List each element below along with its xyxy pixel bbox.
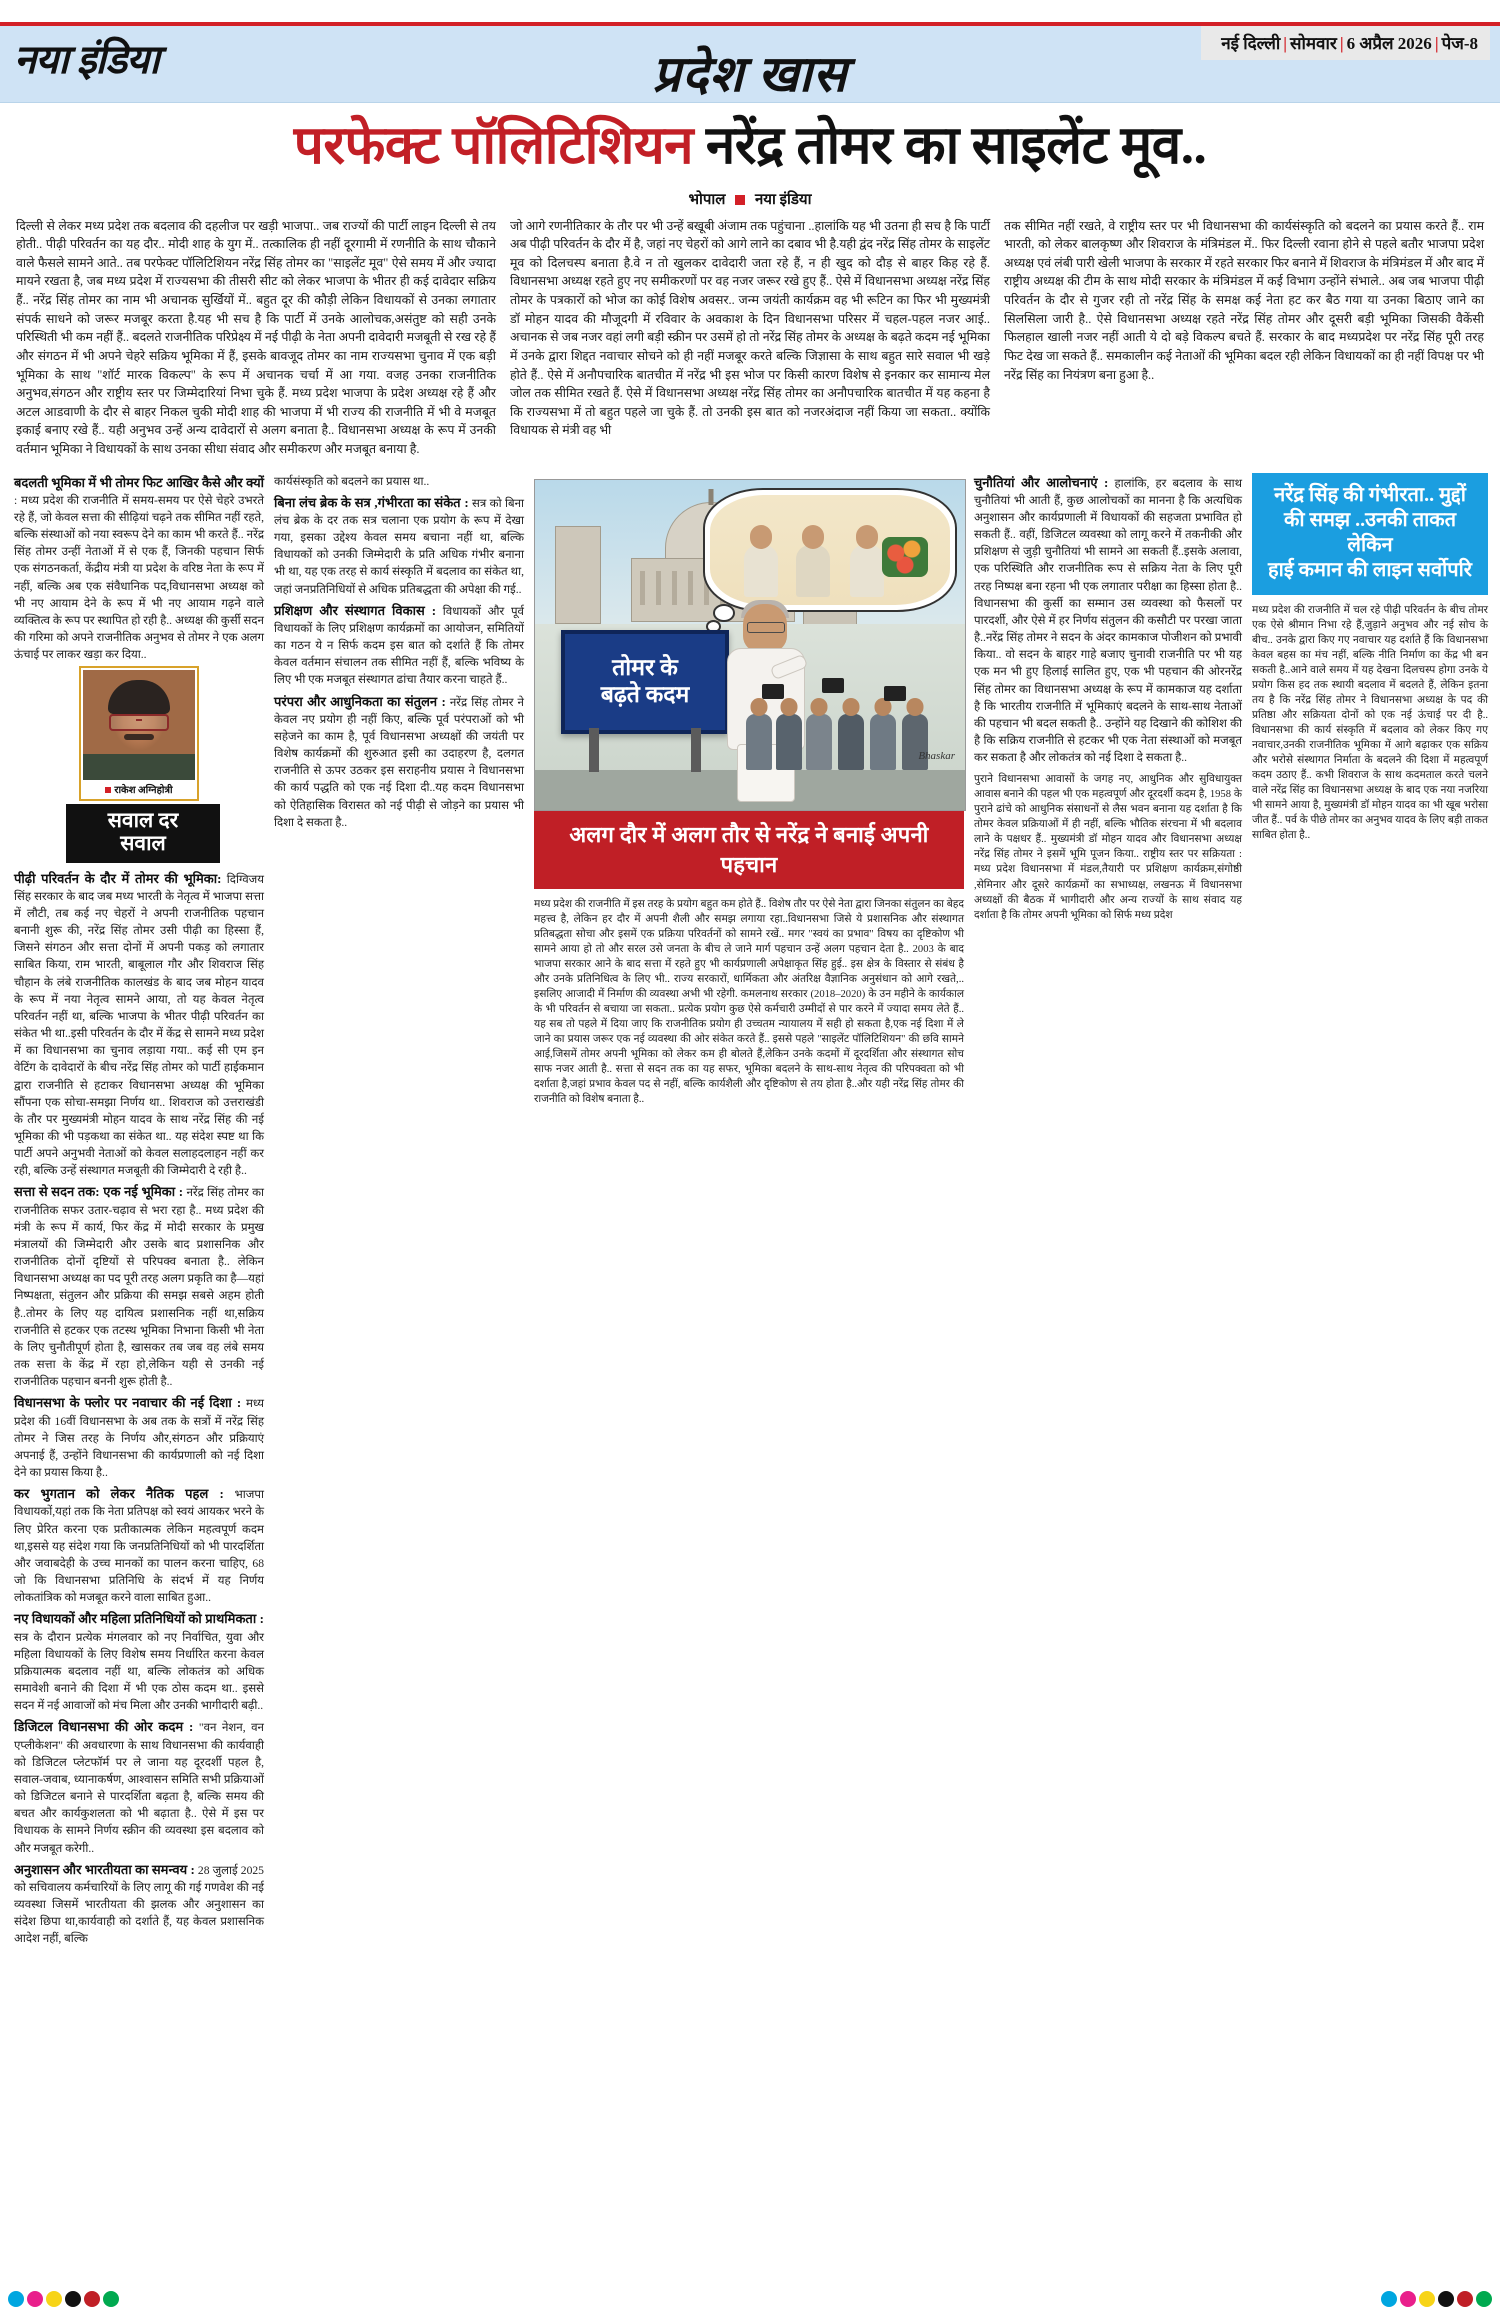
left-body-3: मध्य प्रदेश की 16वीं विधानसभा के अब तक के सत्रों में नरेंद्र सिंह तोमर ने जिस तरह के निर्णय और,संगठन और प्रक्रियाएं अपनाई हैं, उन्होंने विधानसभा की कार्यप्रणाली को नई दिशा देने का प्रयास किया है..: [14, 1397, 264, 1480]
author-block: [79, 666, 199, 862]
left-body-5: सत्र के दौरान प्रत्येक मंगलवार को नए निर्वाचित, युवा और महिला विधायकों के लिए विशेष समय निर्धारित करना केवल प्रक्रियात्मक बदलाव नहीं था, बल्कि लोकतंत्र को अधिक समावेशी बनाने की दिशा में भी एक ठोस कदम था.. इससे सदन में नई आवाजों को मंच मिला और उनकी भागीदारी बढ़ी..: [14, 1630, 264, 1713]
registration-marks-left: [8, 2291, 119, 2307]
pull-quote-box: [1252, 473, 1488, 595]
reg-dot-cyan-left: [8, 2291, 24, 2307]
mid-body-1: सत्र को बिना लंच ब्रेक के दर तक सत्र चलाना एक प्रयोग के रूप में देखा गया, इसका उद्देश्य केवल समय बचाना नहीं था, बल्कि विधायकों को उनकी जिम्मेदारी के प्रति अधिक गंभीर बनाना भी था, यह एक तरह से कार्य संस्कृति में बदलाव का संकेत था, जहां जनप्रतिनिधियों से अधिक प्रतिबद्धता की अपेक्षा की गई..: [274, 496, 525, 596]
author-name-text: राकेश अग्निहोत्री: [114, 785, 173, 797]
reg-dot-magenta-left: [27, 2291, 43, 2307]
left-body-4: भाजपा विधायकों,यहां तक कि नेता प्रतिपक्ष को स्वयं आयकर भरने के लिए प्रेरित करना एक प्रतीकात्मक लेकिन महत्वपूर्ण कदम था,इससे यह संदेश गया कि जनप्रतिनिधियों को भी पारदर्शिता और जवाबदेही के उच्च मानकों का पालन करना चाहिए, 68 जो कि विधानसभा प्रतिनिधि के संदर्भ में यह निर्णय लोकतांत्रिक को मजबूत करने वाला साबित हुआ..: [14, 1488, 264, 1605]
left-body-0: : मध्य प्रदेश की राजनीति में समय-समय पर ऐसे चेहरे उभरते रहे हैं, जो केवल सत्ता की सीढ़ियां चढ़ने तक सीमित नहीं रहते, बल्कि संस्थाओं को नया स्वरूप देने का काम भी करते हैं.. नरेंद्र सिंह तोमर उन्हीं नेताओं में से एक हैं, जिनकी पहचान सिर्फ एक संगठनकर्ता, केंद्रीय मंत्री या प्रदेश के वरिष्ठ नेता के रूप में नहीं, बल्कि अब एक संवैधानिक पद,विधानसभा अध्यक्ष को भी नए आयाम देने के रूप में भी नए आयाम गढ़ने वाले व्यक्तित्व के रूप पर स्थापित हो रही है.. अध्यक्ष की कुर्सी सदन की गरिमा को अपने राजनीतिक अनुभव से तोमर ने एक अलग ऊंचाई पर लाकर खड़ा कर दिया..: [14, 493, 264, 662]
masthead: [0, 26, 1500, 103]
mid-body-3: नरेंद्र सिंह तोमर ने केवल नए प्रयोग ही नहीं किए, बल्कि पूर्व परंपराओं को भी सहेजने का काम है, पूर्व विधानसभा अध्यक्षों की जयंती पर विशेष कार्यक्रमों की शुरुआत इसी का उदाहरण है, दलगत राजनीति से ऊपर उठकर इस सराहनीय प्रयास ने विधानसभा की कार्य पद्धति को एक नई दिशा दी..यह कदम विधानसभा को ऐतिहासिक विरासत को नई पीढ़ी से जोड़ने का प्रयास भी दिशा दे सकता है..: [274, 695, 524, 829]
dateline-separator-2: |: [1339, 34, 1344, 53]
intro-text-2: जो आगे रणनीतिकार के तौर पर भी उन्हें बखूबी अंजाम तक पहुंचाना ..हालांकि यह भी उतना ही सच है कि पार्टी अब पीढ़ी परिवर्तन के दौर में है, जहां नए चेहरों को आगे लाने का दबाव भी है.यही द्वंद नरेंद्र सिंह तोमर के साइलेंट मूव को दिलचस्प बनाता है.वे न तो खुलकर दावेदारी जता रहे हैं, न ही खुद को दौड़ से बाहर किह रहे हैं. विधानसभा अध्यक्ष रहते हुए नए समीकरणों पर वह नजर जरूर रखे हुए हैं.. ऐसे में विधानसभा अध्यक्ष नरेंद्र सिंह तोमर के पत्रकारों को भोज का कोई विशेष अवसर.. जन्म जयंती कार्यक्रम वह भी रूटिन का फिर भी मुख्यमंत्री डॉ मोहन यादव की मौजूदगी में रविवार के अवकाश के दिन विधानसभा परिसर में चहल-पहल नजर आई.. अचानक से जब नजर वहां लगी बड़ी स्क्रीन पर उसमें हो तो नरेंद्र सिंह तोमर के अध्यक्ष के बढ़ते कदम नई भूमिका में उनके द्वारा शिद्दत नवाचार सोचने को ही नहीं मजबूर करते बल्कि जिज्ञासा के साथ बहुत सारे सवाल भी खड़े होते हैं.. ऐसे में अनौपचारिक बातचीत में नरेंद्र भी इस भोज पर किसी कारण विशेष से इनकार कर सामान्य मेल जोल तक सीमित रखते हैं. ऐसे में विधानसभा अध्यक्ष नरेंद्र सिंह तोमर का अनौपचारिक बातचीत में यह कहना है कि राज्यसभा में तो बहुत पहले जा चुके हैं. तो उनकी इस बात को नजरअंदाज नहीं किया जा सकता.. क्योंकि विधायक से मंत्री वह भी: [510, 218, 990, 438]
billboard-leg-right: [691, 728, 701, 772]
dateline-city: नई दिल्ली: [1221, 34, 1281, 53]
right-section-0: [974, 473, 1242, 767]
reg-dot-cyan-right: [1381, 2291, 1397, 2307]
dateline-date: 6 अप्रैल 2026: [1346, 34, 1432, 53]
byline: [0, 189, 1500, 209]
crowd-person-3: [806, 714, 832, 770]
left-section-1: [14, 869, 264, 1948]
center-column: [534, 473, 964, 1110]
bubble-figure-2-head: [802, 525, 824, 549]
camera-icon-3: [884, 686, 906, 701]
reg-dot-red-right: [1457, 2291, 1473, 2307]
intro-columns: [0, 217, 1500, 463]
main-headline-block: [0, 103, 1500, 179]
far-right-note: [1252, 603, 1488, 844]
right-body-0: हालांकि, हर बदलाव के साथ चुनौतियां भी आती हैं, कुछ आलोचकों का मानना है कि अत्यधिक अनुशासन और कार्यप्रणाली में विधायकों की सहजता प्रभावित हो सकती हैं.. वहीं, डिजिटल व्यवस्था को लागू करने में तकनीकी और प्रशिक्षण से जुड़ी चुनौतियां भी सामने आ सकती हैं..इसके अलावा, एक परिस्थिति और राजनीतिक रूप से सक्रिय नेता के लिए पूरी तरह निष्पक्ष बना रहना भी एक लगातार परीक्षा का हिस्सा होता है.. विधानसभा की कुर्सी का सम्मान उस व्यवस्था को फैसलों पर पारदर्शी, और ऐसे में हर निर्णय संतुलन की कसौटी पर परखा जाता है..नरेंद्र सिंह तोमर ने सदन के अंदर कामकाज पोजीशन को प्रभावी किया.. वो सदन के बाहर गाहे बजाए चुनावी राजनीति पर भी यह एक मन भी हुए हिलाई सालित हुए, एक भी पहचान की ओरनरेंद्र सिंह तोमर का विधानसभा अध्यक्ष के रूप में कामकाज यह दर्शाता है कि भारतीय राजनीति में भूमिकाएं बदलने के साथ-साथ नेताओं की पहचान भी बदल सकती है.. उन्होंने यह दिखाने की कोशिश की है कि सक्रिय राजनीति से हटकर भी एक नेता संस्थाओं को मजबूत कर सकता है और लोकतंत्र को नई दिशा दे सकता है..: [974, 476, 1242, 765]
reg-dot-yellow-right: [1419, 2291, 1435, 2307]
reg-dot-black-right: [1438, 2291, 1454, 2307]
left-heading-5: नए विधायकों और महिला प्रतिनिधियों को प्राथमिकता :: [14, 1611, 264, 1627]
crowd-person-5: [870, 714, 896, 770]
dateline-separator-3: |: [1434, 34, 1439, 53]
camera-icon-1: [762, 684, 784, 699]
intro-column-1: [16, 217, 496, 463]
left-column: [14, 473, 264, 1951]
mid-heading-3: परंपरा और आधुनिकता का संतुलन :: [274, 693, 446, 709]
avatar: [79, 666, 199, 801]
mid-column: [274, 473, 524, 834]
intro-column-2: [510, 217, 990, 444]
bubble-figure-2: [796, 545, 830, 597]
left-section-0: [14, 473, 264, 664]
left-body-7: 28 जुलाई 2025 को सचिवालय कर्मचारियों के लिए लागू की गई गणवेश की नई व्यवस्था जिसमें भारतीयता की झलक और अनुशासन का संदेश छिपा था,कार्यवाही को दर्शाते हैं, यह केवल प्रशासनिक आदेश नहीं, बल्कि: [14, 1863, 264, 1946]
headline-red-part: परफेक्ट पॉलिटिशियन: [293, 117, 694, 175]
newspaper-brand-logo[interactable]: नया इंडिया: [14, 37, 159, 82]
billboard-leg-left: [589, 728, 599, 772]
author-hair-shape: [108, 680, 170, 714]
center-bottom-note: [534, 897, 964, 1107]
camera-icon-2: [822, 678, 844, 693]
mid-heading-2: प्रशिक्षण और संस्थागत विकास :: [274, 602, 437, 618]
billboard-line-1: तोमर के: [612, 655, 678, 681]
crowd-person-4: [838, 714, 864, 770]
reg-dot-green-left: [103, 2291, 119, 2307]
author-moustache-shape: [124, 734, 154, 740]
left-body-1: दिग्विजय सिंह सरकार के बाद जब मध्य भारती के नेतृत्व में भाजपा सत्ता में लौटी, तब कई नए चेहरों ने अपनी राजनीतिक पहचान बनानी शुरू की, नरेंद्र सिंह तोमर उसी पीढ़ी का हिस्सा हैं, जिसने संगठन और सत्ता दोनों में अपनी पकड़ को लगातार साबित किया, राम भारती, बाबूलाल गौर और शिवराज सिंह चौहान के लंबे राजनीतिक कालखंड के बाद जब मोहन यादव के रूप में नया नेतृत्व सामने आया, तो यह केवल नेतृत्व परिवर्तन नहीं था, बल्कि भाजपा के भीतर पीढ़ी परिवर्तन का संकेत भी था..इसी परिवर्तन के दौर में केंद्र से सामने मध्य प्रदेश में का विधानसभा का चुनाव लड़ाया गया.. कई सी एम इन वेटिंग के दावेदारों के बीच नरेंद्र सिंह तोमर को पार्टी हाईकमान द्वारा राजनीति से हटाकर विधानसभा अध्यक्ष की भूमिका सौंपना एक सोचा-समझा निर्णय था.. शिवराज को उत्तराखंडी के तौर पर मुख्यमंत्री मोहन यादव के साथ नरेंद्र सिंह की नई भूमिका की भी पड़कथा का संकेत था.. यह संदेश स्पष्ट था कि पार्टी अपने अनुभवी नेताओं को केवल सलाहदलाहन नहीं कर रही, बल्कि उन्हें संस्थागत मजबूती की जिम्मेदारी दे रही है..: [14, 872, 264, 1178]
byline-place: भोपाल: [688, 191, 726, 208]
mid-section-0: [274, 473, 524, 831]
mid-body-0: कार्यसंस्कृति को बदलने का प्रयास था..: [274, 474, 430, 488]
left-heading-4: कर भुगतान को लेकर नैतिक पहल :: [14, 1486, 224, 1502]
bubble-figure-3: [850, 545, 884, 597]
page-section-title: प्रदेश खास: [652, 46, 848, 102]
left-heading-6: डिजिटल विधानसभा की ओर कदम :: [14, 1719, 194, 1735]
print-registration-marks: [0, 2291, 1500, 2307]
intro-column-3: [1004, 217, 1484, 388]
column-tag-line-1: सवाल दर: [107, 808, 179, 833]
bubble-figure-1: [744, 545, 778, 597]
right-extra-note-text: पुराने विधानसभा आवासों के जगह नए, आधुनिक और सुविधायुक्त आवास बनाने की पहल भी एक महत्वपूर्ण और दूरदर्शी कदम है, 1958 के पुराने ढांचे को आधुनिक संसाधनों से लैस भवन बनाना यह दर्शाता है कि तोमर केवल प्रक्रियाओं में ही नहीं, बल्कि भौतिक संरचना में भी बदलाव लाने के पक्षधर हैं.. मुख्यमंत्री डॉ मोहन यादव और विधानसभा अध्यक्ष नरेंद्र सिंह तोमर ने इसमें भूमि पूजन किया.. राष्ट्रीय स्तर पर सक्रियता : मध्य प्रदेश विधानसभा में मंडल,तैयारी पर प्रशिक्षण कार्यक्रम,संगोष्ठी ,सेमिनार और दूसरे कार्यक्रमों का सभाध्यक्ष, लखनऊ में विधानसभा अध्यक्षों की बैठक में भागीदारी और अन्य राज्यों के साथ संवाद यह दर्शाता है कि तोमर अपनी भूमिका को सिर्फ मध्य प्रदेश: [974, 774, 1242, 921]
right-heading-0: चुनौतियां और आलोचनाएं :: [974, 474, 1109, 490]
cartoonist-signature: Bhaskar: [918, 749, 955, 762]
cartoon-building-left: [555, 526, 601, 624]
editorial-cartoon: [534, 479, 966, 811]
registration-marks-right: [1381, 2291, 1492, 2307]
cartoon-figure-glasses: [747, 622, 785, 633]
billboard-line-2: बढ़ते कदम: [600, 681, 690, 707]
left-heading-0: बदलती भूमिका में भी तोमर फिट आखिर कैसे और क्यों: [14, 474, 264, 490]
reg-dot-green-right: [1476, 2291, 1492, 2307]
author-torso-shape: [83, 754, 195, 780]
reg-dot-red-left: [84, 2291, 100, 2307]
author-photo-image: [83, 670, 195, 780]
crowd-person-1: [746, 714, 772, 770]
dateline-separator-1: |: [1283, 34, 1287, 53]
pull-quote-line-1: नरेंद्र सिंह की गंभीरता.. मुद्दों: [1274, 483, 1466, 506]
thought-bubble-scene: [710, 495, 950, 605]
dateline-day: सोमवार: [1290, 34, 1337, 53]
left-heading-3: विधानसभा के फ्लोर पर नवाचार की नई दिशा :: [14, 1395, 242, 1411]
pull-quote-line-3: हाई कमान की लाइन सर्वोपरि: [1268, 558, 1472, 581]
author-bullet-icon: [105, 787, 111, 793]
right-extra-note: [974, 772, 1242, 922]
reg-dot-yellow-left: [46, 2291, 62, 2307]
bubble-figure-3-head: [856, 525, 878, 549]
far-right-note-text: मध्य प्रदेश की राजनीति में चल रहे पीढ़ी परिवर्तन के बीच तोमर एक ऐसे श्रीमान निभा रहे हैं,जुड़ाने अनुभव और नई सोच के बीच.. उनके द्वारा किए गए नवाचार यह दर्शाते हैं कि विधानसभा केवल बहस का मंच नहीं, बल्कि नीति निर्माण का केंद्र भी बन सकती है..आने वाले समय में यह देखना दिलचस्प होगा उनके ये प्रयोग किस हद तक स्थायी बदलाव में बदलते हैं, लेकिन इतना तय है कि नरेंद्र सिंह तोमर ने विधानसभा अध्यक्ष के पद की प्रतिष्ठा और सक्रियता दोनों को एक नई ऊंचाई पर दी है.. विधानसभा की कार्य संस्कृति में बदलाव को लेकर किए गए नवाचार,उनकी राजनीतिक भूमिका में आगे बढ़ाकर एक सक्रिय और भरोसे संस्थागत निर्माता के बदलने की दिशा में महत्वपूर्ण कदम उठाए हैं.. कभी शिवराज के साथ कदमताल करते चलने वाले नरेंद्र सिंह का विधानसभा अध्यक्ष के बाद एक नया नजरिया भी सामने आया है, मुख्यमंत्री डॉ मोहन यादव का भी खूब भरोसा जीत हैं.. पर्व के पीछे तोमर का अनुभव यादव के लिए बड़ी ताकत साबित होता है..: [1252, 604, 1488, 842]
mid-heading-1: बिना लंच ब्रेक के सत्र ,गंभीरता का संकेत :: [274, 494, 469, 510]
left-body-2: नरेंद्र सिंह तोमर का राजनीतिक सफर उतार-चढ़ाव से भरा रहा है.. मध्य प्रदेश की मंत्री के रूप में कार्य, फिर केंद्र में मोदी सरकार के प्रमुख मंत्रालयों की जिम्मेदारी और उसके बाद प्रशासनिक और राजनीतिक दोनों दृष्टियों से परिपक्व बनाता है.. लेकिन विधानसभा अध्यक्ष का पद पूरी तरह अलग प्रकृति का है—यहां निष्पक्षता, संतुलन और प्रक्रिया की समझ सबसे अहम होती है..तोमर के लिए यह दायित्व प्रशासनिक नहीं था,सक्रिय राजनीति से हटकर एक तटस्थ भूमिका निभाना किसी भी नेता के लिए चुनौतीपूर्ण होता है, खासकर तब जब वह लंबे समय तक सत्ता के केंद्र में रहा हो,लेकिन यही से उनकी नई राजनीतिक पहचान बननी शुरू होती है..: [14, 1186, 264, 1389]
intro-text-3: तक सीमित नहीं रखते, वे राष्ट्रीय स्तर पर भी विधानसभा की कार्यसंस्कृति को बदलने का प्रयास करते हैं.. राम भारती, को लेकर बालकृष्ण और शिवराज के मंत्रिमंडल में.. फिर दिल्ली रवाना होने से पहले बतौर भाजपा प्रदेश अध्यक्ष एवं लंबी पारी खेली भाजपा के सरकार में रहते सरकार फिर बनाने में शिवराज के मंत्रिमंडल में और बाद में राष्ट्रीय अध्यक्ष की टीम के साथ मोदी सरकार के मंत्रिमंडल में कई विभाग उन्होंने संभाले.. अब जब भाजपा पीढ़ी परिवर्तन के दौर से गुजर रही तो नरेंद्र सिंह के समक्ष कई नेता हट कर बैठ गया या उनका बिठाए जाने का सिलसिला जारी है.. ऐसे विधानसभा अध्यक्ष रहते नरेंद्र सिंह तोमर और दूसरी बड़ी भूमिका जिसकी वैकेंसी फिलहाल खाली नजर नहीं आती ये दो बड़े विकल्प बचते हैं. सरकार के बाद मध्यप्रदेश पर नरेंद्र सिंह पूरी तरह फिट देख जा सकते हैं.. समकालीन कई नेताओं की भूमिका बदल रही लेकिन विधायकों का ही नहीं विपक्ष पर भी नरेंद्र सिंह का नियंत्रण बना हुआ है..: [1004, 218, 1484, 382]
crowd-person-2: [776, 714, 802, 770]
thought-bubble: [703, 488, 957, 612]
author-glasses-shape: [109, 714, 169, 731]
mid-body-2: विधायकों और पूर्व विधायकों के लिए प्रशिक्षण कार्यक्रमों का आयोजन, समितियों का गठन ये न सिर्फ कदम इस बात को दर्शाते हैं कि तोमर केवल वर्तमान संचालन तक सीमित नहीं हैं, बल्कि भविष्य के लिए भी एक मजबूत संस्थागत ढांचा तैयार करना चाहते हैं..: [274, 604, 524, 687]
far-right-column: [1252, 473, 1488, 847]
center-bottom-note-text: मध्य प्रदेश की राजनीति में इस तरह के प्रयोग बहुत कम होते हैं.. विशेष तौर पर ऐसे नेता द्वारा जिनका संतुलन का बेहद महत्त्व है, लेकिन हर दौर में अपनी शैली और समझ लगाया रहा..विधानसभा जिसे ये प्रशासनिक और संस्थागत प्रतिबद्धता सोचा और इसमें एक प्रक्रिया परिवर्तनों को सामने रखें.. मगर "स्वयं का प्रभाव" विषय का दृष्टिकोण भी सामने आया हो तो और सरल उसे जनता के बीच ले जाने मार्ग पहचान उन्हें अलग पहचान देता है.. 2003 के बाद भाजपा सरकार आने के बाद सत्ता में रहते हुए भी कार्यप्रणाली अपेक्षाकृत सिंह हुई.. इस क्षेत्र के विस्तार से संबंध है और उनके प्रतिनिधित्व के लिए भी.. राज्य सरकारों, धार्मिकता और अंतरिक्ष वैज्ञानिक अनुसंधान को आगे रखते,.. इसलिए आजादी में निर्माण की व्यवस्था अभी भी रहेगी. कमलनाथ सरकार (2018–2020) के उन महीने के कार्यकाल के भी परिवर्तन से बचाया जा सकता.. प्रत्येक प्रयोग कुछ ऐसे कर्मचारी उम्मीदों से पार करने में ज्यादा समय लेते हैं.. यह सब तो पहले में दिया जाए कि राजनीतिक प्रयोग ही उच्चतम न्यायालय में सही हो सकता है,एक नई दिशा में ले जाने का प्रयास जरूर एक नई व्यवस्था की ओर संकेत करते हैं.. इससे पहले "साइलेंट पॉलिटिशियन" की छवि सामने आई,जिसमें तोमर अपनी भूमिका को लेकर कम ही बोलते हैं,लेकिन उनके कदमों में दूरदर्शिता और संस्थागत सोच साफ नजर आती है.. सत्ता से सदन तक का यह सफर, भूमिका बदलने के साथ-साथ नेतृत्व की परिपक्वता को भी दर्शाता है,जहां प्रभाव केवल पद से नहीं, बल्कि कार्यशैली और दृष्टिकोण से तय होता है..और यही नरेंद्र सिंह तोमर की राजनीति को विशेष बनाता है..: [534, 898, 964, 1105]
cartoon-billboard: [561, 630, 729, 734]
intro-text-1: दिल्ली से लेकर मध्य प्रदेश तक बदलाव की दहलीज पर खड़ी भाजपा.. जब राज्यों की पार्टी लाइन दिल्ली से तय होती.. पीढ़ी परिवर्तन का यह दौर.. मोदी शाह के युग में.. तत्कालिक ही नहीं दूरगामी में रणनीति के साथ चौकाने वाले फैसले सामने आते.. तब परफेक्ट पॉलिटिशियन नरेंद्र सिंह तोमर का "साइलेंट मूव" ऐसे समय में और ज्यादा मायने रखता है, जब मध्य प्रदेश में राज्यसभा की तीसरी सीट को लेकर भाजपा के भीतर ही कई दावेदार सक्रिय हैं.. नरेंद्र सिंह तोमर का नाम भी अचानक सुर्खियों में.. बहुत दूर की कौड़ी लेकिन विधायकों से उनका लगातार संपर्क साधने को जरूर मजबूर करता है.यह भी सच है कि पार्टी में उनके आलोचक,असंतुष्ट को सही उनके परिस्थिती भी कम नहीं हैं.. बदलते राजनीतिक परिप्रेक्ष्य में नई पीढ़ी के नेता अपनी दावेदारी मजबूती से रख रहे हैं और संगठन में भी अपने चेहरे सक्रिय भूमिका में हैं, इसके बावजूद तोमर का नाम राज्यसभा चुनाव में एक बड़ी भूमिका के साथ "शॉर्ट मारक विकल्प" के रूप में अचानक चर्चा में आ गया. वजह उनका राजनीतिक अनुभव,संगठन और राष्ट्रीय स्तर पर जिम्मेदारियां निभा चुके हैं. मध्य प्रदेश भाजपा के प्रदेश अध्यक्ष रहे हैं और अटल आडवाणी के दौर से बाहर निकल चुकी मोदी शाह की भाजपा में भी राज्य की राजनीति में भी वे मजबूत इकाई बनाए रखे हैं.. यही अनुभव उन्हें अन्य दावेदारों से अलग बनाता है.. विधानसभा अध्यक्ष के रूप में उनकी वर्तमान भूमिका ने विधायकों के साथ उनका सीधा संवाद और समीकरण और मजबूत बनाया है.: [16, 218, 496, 456]
cartoon-caption: अलग दौर में अलग तौर से नरेंद्र ने बनाई अपनी पहचान: [534, 811, 964, 889]
reg-dot-black-left: [65, 2291, 81, 2307]
byline-source: नया इंडिया: [754, 191, 812, 208]
dateline-page-number: पेज-8: [1441, 34, 1478, 53]
page-title: [20, 119, 1480, 175]
column-brand-tag: [66, 804, 220, 862]
author-name: [83, 780, 195, 797]
left-heading-7: अनुशासन और भारतीयता का समन्वय :: [14, 1861, 195, 1877]
right-column: [974, 473, 1242, 926]
dateline: [1201, 26, 1490, 60]
bubble-figure-1-head: [750, 525, 772, 549]
body-grid: [0, 463, 1500, 1951]
headline-black-part: नरेंद्र तोमर का साइलेंट मूव..: [705, 117, 1207, 175]
byline-square-icon: [735, 195, 745, 205]
pull-quote-line-2: की समझ ..उनकी ताकत लेकिन: [1283, 508, 1457, 556]
bubble-flower-bouquet: [882, 537, 928, 577]
left-heading-1: पीढ़ी परिवर्तन के दौर में तोमर की भूमिका:: [14, 870, 222, 886]
reg-dot-magenta-right: [1400, 2291, 1416, 2307]
column-tag-line-2: सवाल: [120, 831, 166, 856]
left-heading-2: सत्ता से सदन तक: एक नई भूमिका :: [14, 1184, 184, 1200]
left-body-6: "वन नेशन, वन एप्लीकेशन" की अवधारणा के साथ विधानसभा की कार्यवाही को डिजिटल प्लेटफॉर्म पर ले जाना यह दूरदर्शी पहल है, सवाल-जवाब, ध्यानाकर्षण, आश्वासन समिति सभी प्रक्रियाओं को डिजिटल बनाने से पारदर्शिता बढ़ता है, बल्कि समय की बचत और कार्यकुशलता को भी बढ़ाता है.. ऐसे में इस पर विधायक के सामने निर्णय स्क्रीन की व्यवस्था इस बदलाव को और मजबूत करेगी..: [14, 1721, 264, 1855]
